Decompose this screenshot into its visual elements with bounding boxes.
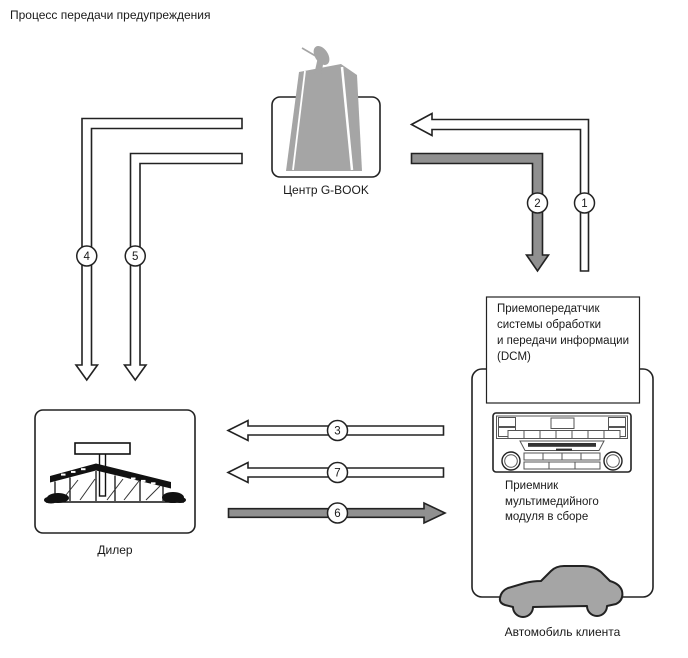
receiver-label-line: модуля в сборе bbox=[505, 511, 589, 523]
dealer-label: Дилер bbox=[97, 543, 133, 557]
dcm-label bbox=[497, 301, 629, 365]
step-number: 4 bbox=[83, 251, 90, 263]
step-number: 2 bbox=[534, 198, 541, 210]
step-marker-6 bbox=[328, 503, 348, 523]
step-number: 6 bbox=[334, 508, 341, 520]
step-marker-7 bbox=[328, 463, 348, 483]
arrow-step-5 bbox=[125, 154, 243, 381]
car-stereo-icon bbox=[493, 413, 631, 472]
customer-vehicle-label: Автомобиль клиента bbox=[504, 625, 621, 639]
arrow-step-1 bbox=[412, 114, 589, 272]
dcm-label-line: Приемопередатчик bbox=[497, 303, 600, 315]
cd-slot bbox=[528, 443, 596, 447]
gbook-center-node bbox=[272, 43, 380, 177]
step-marker-4 bbox=[77, 246, 97, 266]
step-number: 7 bbox=[334, 467, 341, 480]
step-marker-3 bbox=[328, 421, 348, 441]
step-marker-1 bbox=[575, 193, 595, 213]
receiver-label-line: Приемник bbox=[505, 480, 559, 492]
gbook-tower-icon bbox=[286, 43, 362, 171]
diagram-title: Процесс передачи предупреждения bbox=[10, 8, 211, 22]
step-marker-5 bbox=[125, 246, 145, 266]
gbook-center-label: Центр G-BOOK bbox=[283, 183, 369, 197]
arrow-step-2 bbox=[412, 154, 549, 272]
step-number: 1 bbox=[581, 198, 588, 210]
multimedia-receiver-label bbox=[505, 479, 599, 526]
receiver-label-line: мультимедийного bbox=[505, 495, 599, 508]
dcm-label-line: (DCM) bbox=[497, 351, 531, 363]
step-marker-2 bbox=[528, 193, 548, 213]
dcm-label-line: и передачи информации bbox=[497, 335, 630, 347]
dealer-node bbox=[35, 410, 195, 533]
step-number: 5 bbox=[132, 251, 139, 263]
dcm-label-line: системы обработки bbox=[497, 319, 602, 331]
step-number: 3 bbox=[334, 425, 341, 438]
